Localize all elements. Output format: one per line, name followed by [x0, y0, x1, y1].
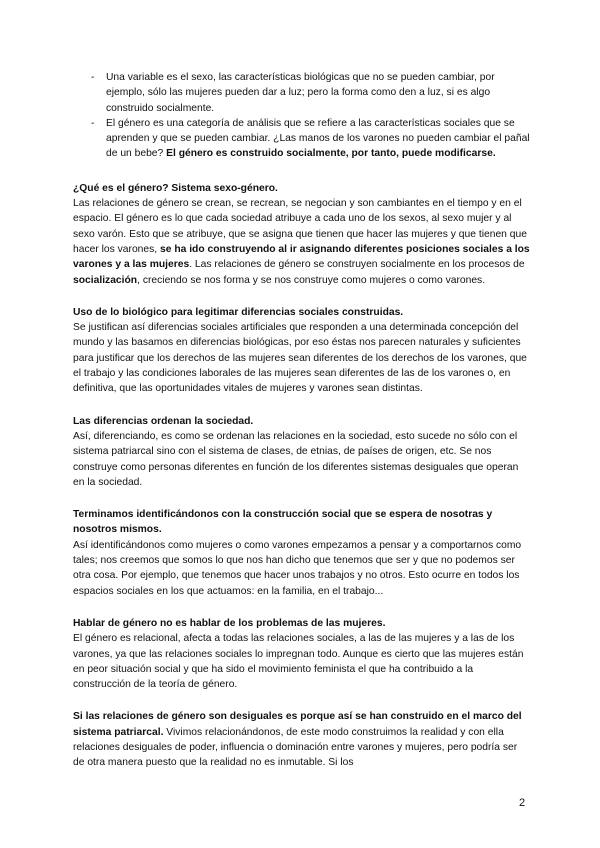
body-bold-text: se ha ido construyendo al ir asignando diferentes posiciones sociales a los varones y a las mujeres — [73, 243, 530, 271]
page-number: 2 — [519, 797, 526, 809]
section-diferencias — [73, 414, 530, 490]
document-page — [73, 70, 530, 771]
section-heading: Si las relaciones de género son desiguales es porque así se han construido en el marco del sistema patriarcal. — [73, 711, 522, 738]
section-body — [73, 196, 530, 288]
section-body — [73, 709, 530, 770]
section-uso-biologico — [73, 305, 530, 397]
section-heading: ¿Qué es el género? Sistema sexo-género. — [73, 182, 278, 194]
bullet-text: Una variable es el sexo, las características biológicas que no se pueden cambiar, por ejemplo, sólo las mujeres pueden dar a luz; pero la forma como den a luz, si es algo construido socialmente. — [106, 72, 495, 114]
section-que-es-genero — [73, 181, 530, 288]
section-heading: Uso de lo biológico para legitimar diferencias sociales construidas. — [73, 306, 404, 318]
body-bold-text: socialización — [73, 274, 138, 286]
section-relaciones-desiguales — [73, 709, 530, 770]
section-body: Así, diferenciando, es como se ordenan las relaciones en la sociedad, esto sucede no sólo con el sistema patriarcal sino con el sistema de clases, de etnias, de países de origen, etc. Se nos construye como personas diferentes en función de los diferentes sistemas desiguales que operan en la sociedad. — [73, 430, 519, 488]
bullet-dash: - — [91, 72, 95, 83]
section-body: El género es relacional, afecta a todas las relaciones sociales, a las de las mujeres y a las de los varones, ya que las relaciones sociales lo impregnan todo. Aunque es cierto que las mujeres están en peor situación social y que ha sido el movimiento feminista el que ha contribuido a la construcción de la teoría de género. — [73, 633, 524, 691]
section-heading: Terminamos identificándonos con la construcción social que se espera de nosotras y nosotros mismos. — [73, 509, 493, 536]
body-text: Vivimos relacionándonos, de este modo construimos la realidad y con ella relaciones desiguales de poder, influencia o dominación entre varones y mujeres, pero podría ser de otra manera puesto que la realidad no es inmutable. Si los — [73, 726, 518, 769]
body-text: , creciendo se nos forma y se nos construye como mujeres o como varones. — [137, 274, 486, 286]
body-text: Las relaciones de género se crean, se recrean, se negocian y son cambiantes en el tiempo y en el espacio. El género es lo que cada sociedad atribuye a cada uno de los sexos, al sexo mujer y al sexo varón. Esto que se atribuye, que se asigna que tienen que hacer las mujeres y que tienen que hacer los varones, — [73, 198, 527, 255]
section-heading: Las diferencias ordenan la sociedad. — [73, 415, 254, 427]
section-body: Así identificándonos como mujeres o como varones empezamos a pensar y a comportarnos como tales; nos creemos que somos lo que nos han dicho que tenemos que ser y que no podemos ser otra cosa. Por ejemplo, que tenemos que hacer unos trabajos y no otros. Esto ocurre en todos los espacios sociales en los que actuamos: en la familia, en el trabajo... — [73, 539, 522, 597]
bullet-dash: - — [91, 117, 95, 129]
list-item — [73, 70, 530, 116]
list-item — [73, 116, 530, 162]
body-text: . Las relaciones de género se construyen socialmente en los procesos de — [189, 259, 525, 271]
bullet-text: El género es una categoría de análisis que se refiere a las características sociales que se aprenden y que se pueden cambiar. ¿Las manos de los varones no pueden cambiar el pañal de un bebe? — [106, 117, 530, 160]
bullet-list — [73, 70, 530, 162]
section-heading: Hablar de género no es hablar de los problemas de las mujeres. — [73, 617, 386, 629]
bullet-bold-text: El género es construido socialmente, por tanto, puede modificarse. — [166, 148, 496, 160]
section-identificandonos — [73, 507, 530, 599]
section-body: Se justifican así diferencias sociales artificiales que responden a una determinada concepción del mundo y las basamos en diferencias biológicas, por eso éstas nos parecen naturales y suficientes para justificar que los derechos de las mujeres sean diferentes de los derechos de los varones, que el trabajo y las condiciones laborales de las mujeres sean diferentes de las de los varones o, en definitiva, que las oportunidades vitales de mujeres y varones sean distintas. — [73, 322, 527, 395]
section-hablar-genero — [73, 616, 530, 692]
